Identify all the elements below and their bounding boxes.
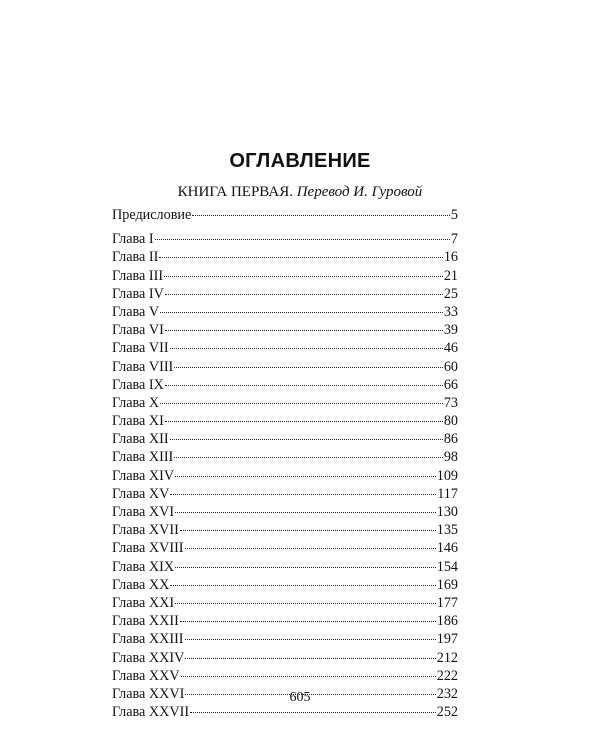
toc-entry-label: Глава XVI	[112, 504, 175, 520]
toc-entry-label: Глава XXIV	[112, 649, 185, 666]
toc-entry[interactable]	[112, 412, 458, 430]
toc-entry-page: 130	[436, 504, 458, 520]
toc-entry-page: 66	[443, 376, 458, 393]
toc-entry[interactable]	[112, 558, 458, 576]
toc-entry[interactable]	[112, 667, 458, 685]
dot-leader	[190, 712, 436, 713]
dot-leader	[192, 215, 450, 216]
toc-entry-page: 252	[436, 704, 458, 721]
toc-entry-label: Глава XVII	[112, 522, 179, 539]
dot-leader	[175, 603, 436, 604]
toc-entry[interactable]	[112, 521, 458, 539]
toc-entry-page: 86	[443, 431, 458, 448]
toc-entry-label: Глава XIII	[112, 449, 174, 466]
toc-entry-label: Глава XXI	[112, 594, 175, 611]
toc-entry-page: 212	[436, 649, 458, 666]
toc-entry-label: Глава XIX	[112, 558, 175, 575]
dot-leader	[170, 348, 443, 349]
dot-leader	[170, 439, 443, 440]
toc-entry-label: Глава III	[112, 267, 164, 284]
toc-entry-page: 177	[436, 594, 458, 611]
toc-entry-page: 33	[443, 303, 458, 320]
toc-entry-page: 5	[450, 207, 458, 223]
toc-entry[interactable]	[112, 321, 458, 339]
toc-entry-page: 16	[443, 249, 458, 266]
dot-leader	[174, 367, 443, 368]
dot-leader	[181, 676, 436, 677]
dot-leader	[160, 312, 443, 313]
toc-entry-label: Глава IX	[112, 376, 164, 393]
toc-entry-label: Глава XVIII	[112, 540, 184, 557]
book-subtitle	[0, 184, 600, 201]
translator-credit: Перевод И. Гуровой	[296, 184, 423, 200]
toc-entry[interactable]	[112, 448, 458, 466]
dot-leader	[165, 294, 443, 295]
dot-leader	[174, 457, 443, 458]
page-number: 605	[289, 690, 311, 705]
toc-entry-page: 232	[436, 685, 458, 702]
toc-entry-label: Глава II	[112, 249, 159, 266]
dot-leader	[165, 421, 443, 422]
toc-entry-page: 109	[436, 467, 458, 484]
dot-leader	[160, 403, 443, 404]
dot-leader	[185, 658, 435, 659]
dot-leader	[180, 621, 436, 622]
toc-entry[interactable]	[112, 430, 458, 448]
toc-entry[interactable]	[112, 539, 458, 557]
toc-entry-label: Глава I	[112, 231, 154, 248]
toc-entry-page: 169	[436, 576, 458, 593]
toc-entry-page: 154	[436, 558, 458, 575]
dot-leader	[170, 585, 435, 586]
toc-entry-page: 25	[443, 285, 458, 302]
toc-entry-label: Глава XXVII	[112, 704, 190, 721]
toc-entry[interactable]	[112, 630, 458, 648]
toc-entry-page: 21	[443, 267, 458, 284]
toc-entry-label: Глава VI	[112, 322, 164, 339]
page-title: ОГЛАВЛЕНИЕ	[229, 150, 371, 172]
dot-leader	[164, 276, 443, 277]
toc-entry[interactable]	[112, 248, 458, 266]
toc-entry-label: Глава XXII	[112, 613, 179, 630]
toc-entry-label: Глава XXIII	[112, 631, 184, 648]
toc-entry-label: Глава X	[112, 394, 160, 411]
toc-entry-label: Глава XV	[112, 485, 170, 502]
toc-entry-page: 186	[436, 613, 458, 630]
toc-entry-page: 197	[436, 631, 458, 648]
dot-leader	[175, 512, 436, 513]
toc-entry[interactable]	[112, 376, 458, 394]
dot-leader	[180, 530, 436, 531]
toc-entry[interactable]	[112, 594, 458, 612]
toc-entry-page: 98	[443, 449, 458, 466]
toc-entry[interactable]	[112, 303, 458, 321]
toc-entry[interactable]	[112, 230, 458, 248]
toc-entry-page: 117	[437, 485, 458, 502]
toc-entry-page: 39	[443, 322, 458, 339]
toc-entry-page: 222	[436, 667, 458, 684]
toc-entry[interactable]	[112, 576, 458, 594]
toc-entry[interactable]	[112, 612, 458, 630]
toc-entry-label: Глава IV	[112, 285, 164, 302]
toc-entry-label: Глава XXVI	[112, 685, 185, 702]
toc-entry-label: Предисловие	[112, 207, 192, 223]
dot-leader	[185, 548, 436, 549]
toc-entry-label: Глава VII	[112, 340, 169, 357]
toc-entry-label: Глава XX	[112, 576, 170, 593]
table-of-contents	[112, 206, 458, 721]
toc-entry[interactable]	[112, 206, 458, 224]
toc-entry-page: 7	[450, 231, 458, 248]
dot-leader	[155, 239, 450, 240]
toc-entry-label: Глава XXV	[112, 667, 180, 684]
dot-leader	[165, 330, 443, 331]
toc-entry-page: 80	[443, 413, 458, 430]
toc-entry-page: 46	[443, 340, 458, 357]
dot-leader	[175, 476, 436, 477]
toc-entry[interactable]	[112, 267, 458, 285]
toc-entry-page: 60	[443, 358, 458, 375]
dot-leader	[175, 567, 436, 568]
dot-leader	[185, 639, 436, 640]
toc-entry[interactable]	[112, 503, 458, 521]
toc-entry[interactable]	[112, 394, 458, 412]
dot-leader	[165, 385, 443, 386]
toc-entry[interactable]	[112, 485, 458, 503]
toc-entry[interactable]	[112, 339, 458, 357]
toc-entry-label: Глава XII	[112, 431, 169, 448]
toc-entry[interactable]	[112, 467, 458, 485]
toc-entry-label: Глава XI	[112, 413, 164, 430]
toc-entry-label: Глава V	[112, 303, 160, 320]
toc-entry-label: Глава VIII	[112, 358, 174, 375]
toc-entry[interactable]	[112, 285, 458, 303]
toc-entry[interactable]	[112, 649, 458, 667]
toc-entry-label: Глава XIV	[112, 467, 175, 484]
toc-entry-page: 73	[443, 394, 458, 411]
toc-entry[interactable]	[112, 358, 458, 376]
toc-entry-page: 146	[436, 540, 458, 557]
toc-entry-page: 135	[436, 522, 458, 539]
dot-leader	[159, 257, 442, 258]
dot-leader	[170, 494, 436, 495]
book-label: КНИГА ПЕРВАЯ.	[177, 184, 293, 200]
